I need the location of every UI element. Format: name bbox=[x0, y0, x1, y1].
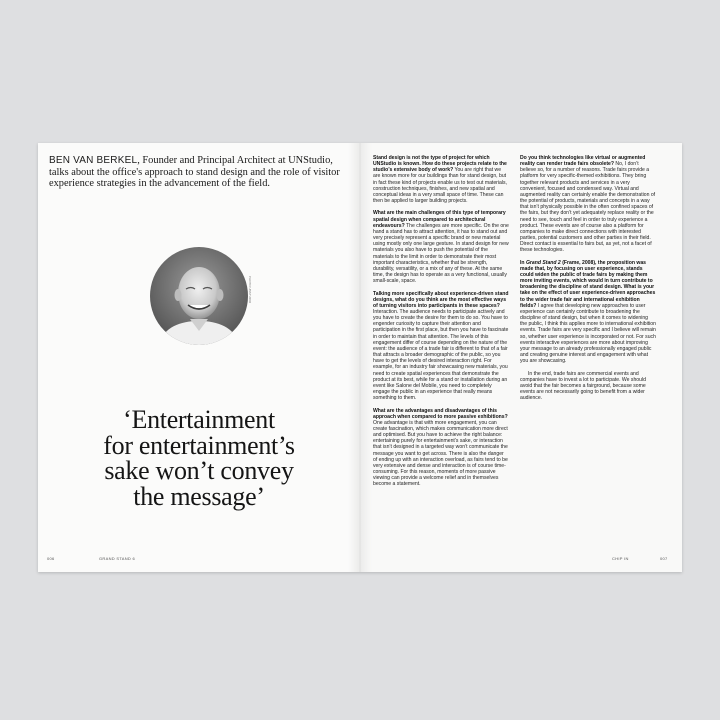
answer: No, I don’t believe so, for a number of reasons. Trade fairs provide a platform for very specific-themed exhibitions. They bring together relevant products and services in a very convenient, focused and condensed way. Virtual and augmented reality can certainly enable the demonstration of the potential of products, materials and concepts in a way that isn’t physically possible in the often confined spaces of the fairs, but they don’t yet adequately replace reality or the need to see, touch and feel in order to truly experience a product. These events are of course also a platform for companies to make direct connections with interested parties, potential customers and other parties in their field. Direct contact is essential to fairs but, as yet, not a facet of these technologies. bbox=[520, 161, 656, 254]
folio-page-number-right: 007 bbox=[660, 556, 668, 561]
right-page bbox=[360, 143, 682, 572]
pull-quote-line: ‘Entertainment bbox=[123, 405, 275, 434]
pull-quote-line: the message’ bbox=[133, 481, 265, 511]
answer: I agree that developing new approaches to user experience can certainly contribute to broadening the discipline of stand design, but when it comes to widening the public, I think this applies more to international exhibition events. Trade fairs are very specific and I believe will remain so, whether user experience is incorporated or not. For such events interactive experiences are more about improving your message to an already professionally engaged public and creating genuine interest and engagement with what you are showcasing. bbox=[520, 302, 656, 365]
magazine-title: Grand Stand 2 bbox=[525, 259, 561, 266]
pull-quote-line: for entertainment’s bbox=[103, 430, 295, 460]
answer: One advantage is that with more engagement, you can create fascination, which makes communication more direct and optimised. But you have to achieve the right balance: entertaining purely for entertainment’s sake, or interaction that isn’t designed in a targeted way won’t communicate the message you want to get across. There is also the danger of ending up with an interaction overload, as fairs tend to be very extensive and dense and interaction is of course time-consuming. For this reason, moments of more passive viewing can provide a welcome relief and in themselves become a statement. bbox=[373, 419, 508, 488]
intro-paragraph bbox=[49, 155, 347, 190]
photo-credit: PHOTO UNSTUDIO bbox=[248, 276, 252, 304]
question: What are the advantages and disadvantages of this approach when compared to more passive exhibitions? bbox=[373, 407, 508, 420]
question: Talking more specifically about experience-driven stand designs, what do you think are the most effective ways of turning visitors into participants in these spaces? bbox=[373, 290, 509, 309]
question: In Grand Stand 2 (Frame, 2008), the proposition was made that, by focusing on user experience, stands could widen the public of trade fairs by making them more inviting events, which would in turn contribute to broadening the discipline of stand design. What is your take on the effect of user experience-driven approaches to the wider trade fair and international exhibition fields? bbox=[520, 259, 656, 309]
qa-paragraph bbox=[520, 260, 656, 365]
portrait-illustration bbox=[150, 247, 248, 345]
qa-paragraph bbox=[373, 408, 509, 488]
pull-quote-line: sake won’t convey bbox=[104, 456, 294, 485]
folio-page-number-left: 006 bbox=[47, 556, 55, 561]
answer: Interaction. The audience needs to participate actively and you have to create the desire for them to do so. You have to engender curiosity to capture their attention and participation in the first place, but then you have to fascinate in order to maintain that attention. The levels of this engagement differ of course depending on the nature of the event: the audience of a trade fair is different to that of a fair that attracts a broader demographic of the public, so you have to get the levels of desired interaction right. For example, for an industry fair showcasing new materials, you need to create spatial experiences that demonstrate the product at its best, while for a stand or installation during an event like Salone del Mobile, you need to completely engage the public in an experience that really means something to them. bbox=[373, 308, 509, 402]
interviewee-name: BEN VAN BERKEL bbox=[49, 155, 138, 166]
qa-paragraph bbox=[373, 291, 509, 402]
qa-paragraph bbox=[373, 210, 509, 284]
text-column-1 bbox=[373, 155, 509, 494]
folio-section: CHIP IN bbox=[612, 556, 629, 561]
left-page bbox=[38, 143, 360, 572]
qa-paragraph bbox=[520, 155, 656, 254]
folio-title: GRAND STAND 6 bbox=[99, 556, 136, 561]
text-column-2 bbox=[520, 155, 656, 408]
question: Stand design is not the type of project for which UNStudio is known. How do these projects relate to the studio’s extensive body of work? bbox=[373, 155, 507, 174]
qa-paragraph bbox=[373, 155, 509, 204]
answer: The challenges are more specific. On the one hand a stand has to attract attention, it has to stand out and very precisely represent a specific brand or new material using mostly only one large gesture. In stand design for new materials you also have to push the potential of the materials to the limit in order to demonstrate their most important characteristics, whether that be strength, durability, versatility, or a mix of any of these. At the same time, the design has to operate as a very functional, usually small-scale, space. bbox=[373, 222, 509, 285]
intro-text: , Founder and Principal Architect at UNStudio, talks about the office's approach to stand design and the role of visitor experience strategies in the advancement of the field. bbox=[49, 155, 340, 190]
pull-quote bbox=[38, 407, 360, 509]
closing-paragraph: In the end, trade fairs are commercial events and companies have to invest a lot to participate. We should avoid that the fair becomes a fairground, because some events are not necessarily going to benefit from a wider audience. bbox=[520, 370, 646, 402]
magazine-spread bbox=[38, 143, 682, 572]
portrait-photo bbox=[150, 247, 248, 345]
answer: You are right that we are known more for our buildings than for stand design, but in fact these kind of projects enable us to test out materials, construction techniques, finishes, and new spatial and conceptual ideas in a very small space of time. These can then be applied to larger building projects. bbox=[373, 167, 507, 205]
question: Do you think technologies like virtual or augmented reality can render trade fairs obsolete? bbox=[520, 155, 646, 168]
question: What are the main challenges of this type of temporary spatial design when compared to architectural endeavours? bbox=[373, 210, 506, 229]
